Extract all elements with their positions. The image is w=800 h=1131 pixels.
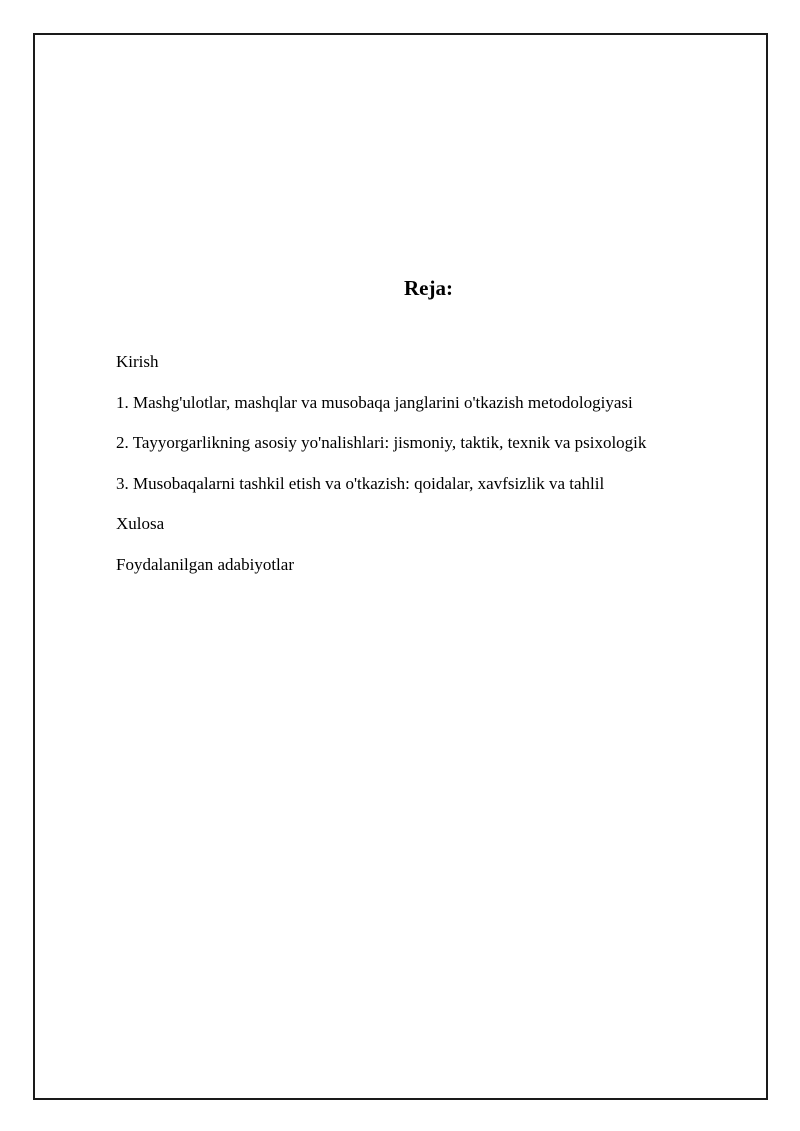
toc-item-chapter-2: 2. Tayyorgarlikning asosiy yo'nalishlari: jismoniy, taktik, texnik va psixologik: [116, 433, 647, 452]
table-of-contents: [116, 351, 646, 594]
page-title: Reja:: [404, 276, 453, 300]
toc-item-chapter-3: 3. Musobaqalarni tashkil etish va o'tkazish: qoidalar, xavfsizlik va tahlil: [116, 473, 605, 493]
toc-item-chapter-1: 1. Mashg'ulotlar, mashqlar va musobaqa janglarini o'tkazish metodologiyasi: [116, 392, 633, 412]
toc-item-conclusion: Xulosa: [116, 514, 165, 533]
toc-item-introduction: Kirish: [116, 352, 159, 371]
toc-item-references: Foydalanilgan adabiyotlar: [116, 554, 294, 574]
